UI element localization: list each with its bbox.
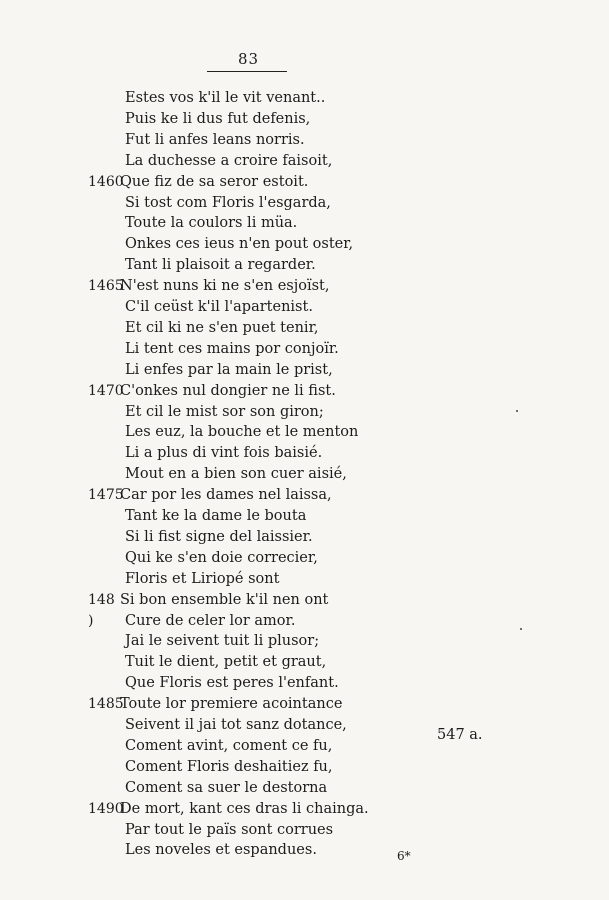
verse-line: Que Floris est peres l'enfant. — [125, 675, 339, 691]
verse-line: C'il ceüst k'il l'apartenist. — [125, 299, 313, 315]
verse-line: Tant li plaisoit a regarder. — [125, 257, 316, 273]
verse-line: C'onkes nul dongier ne li fist. — [120, 383, 336, 399]
verse-line: Qui ke s'en doie correcier, — [125, 550, 318, 566]
verse-line: Car por les dames nel laissa, — [120, 487, 332, 503]
ink-speck — [520, 628, 522, 630]
verse-line: Par tout le païs sont corrues — [125, 822, 334, 838]
verse-line: Si li fist signe del laissier. — [125, 529, 313, 545]
verse-line: Fut li anfes leans norris. — [125, 132, 305, 148]
folio-reference: 547 a. — [437, 727, 483, 743]
line-number: 1475 — [88, 487, 124, 503]
verse-line: Li a plus di vint fois baisié. — [125, 445, 323, 461]
verse-line: Mout en a bien son cuer aisié, — [125, 466, 347, 482]
verse-line: Seivent il jai tot sanz dotance, — [125, 717, 347, 733]
verse-line: Coment Floris deshaitiez fu, — [125, 759, 333, 775]
verse-line: Que fiz de sa seror estoit. — [120, 174, 309, 190]
page-number: 83 — [238, 50, 260, 68]
verse-line: Onkes ces ieus n'en pout oster, — [125, 236, 354, 252]
line-number: 1470 — [88, 383, 124, 399]
verse-line: N'est nuns ki ne s'en esjoïst, — [120, 278, 330, 294]
verse-line: Si bon ensemble k'il nen ont — [120, 592, 329, 608]
ink-speck — [516, 410, 518, 412]
signature-mark: 6* — [397, 849, 411, 863]
header-rule — [207, 71, 287, 72]
line-number: 1460 — [88, 174, 124, 190]
line-number: 1485 — [88, 696, 124, 712]
verse-line: Li tent ces mains por conjoïr. — [125, 341, 339, 357]
verse-line: Et cil le mist sor son giron; — [125, 404, 324, 420]
verse-line: Jai le seivent tuit li plusor; — [125, 633, 320, 649]
verse-line: Si tost com Floris l'esgarda, — [125, 195, 331, 211]
verse-line: Les noveles et espandues. — [125, 842, 317, 858]
verse-line: Toute la coulors li müa. — [125, 215, 298, 231]
verse-line: Coment sa suer le destorna — [125, 780, 328, 796]
verse-line: Estes vos k'il le vit venant.. — [125, 90, 326, 106]
verse-line: Et cil ki ne s'en puet tenir, — [125, 320, 319, 336]
verse-line: Cure de celer lor amor. — [125, 613, 296, 629]
verse-line: Tant ke la dame le bouta — [125, 508, 307, 524]
verse-line: De mort, kant ces dras li chainga. — [120, 801, 369, 817]
verse-line: Tuit le dient, petit et graut, — [125, 654, 327, 670]
line-number: 1465 — [88, 278, 124, 294]
verse-line: Coment avint, coment ce fu, — [125, 738, 333, 754]
verse-line: Puis ke li dus fut defenis, — [125, 111, 311, 127]
line-number: 148 ) — [88, 592, 115, 629]
verse-line: Toute lor premiere acointance — [120, 696, 343, 712]
line-number: 1490 — [88, 801, 124, 817]
verse-line: La duchesse a croire faisoit, — [125, 153, 333, 169]
verse-line: Li enfes par la main le prist, — [125, 362, 333, 378]
verse-line: Floris et Liriopé sont — [125, 571, 280, 587]
verse-line: Les euz, la bouche et le menton — [125, 424, 359, 440]
